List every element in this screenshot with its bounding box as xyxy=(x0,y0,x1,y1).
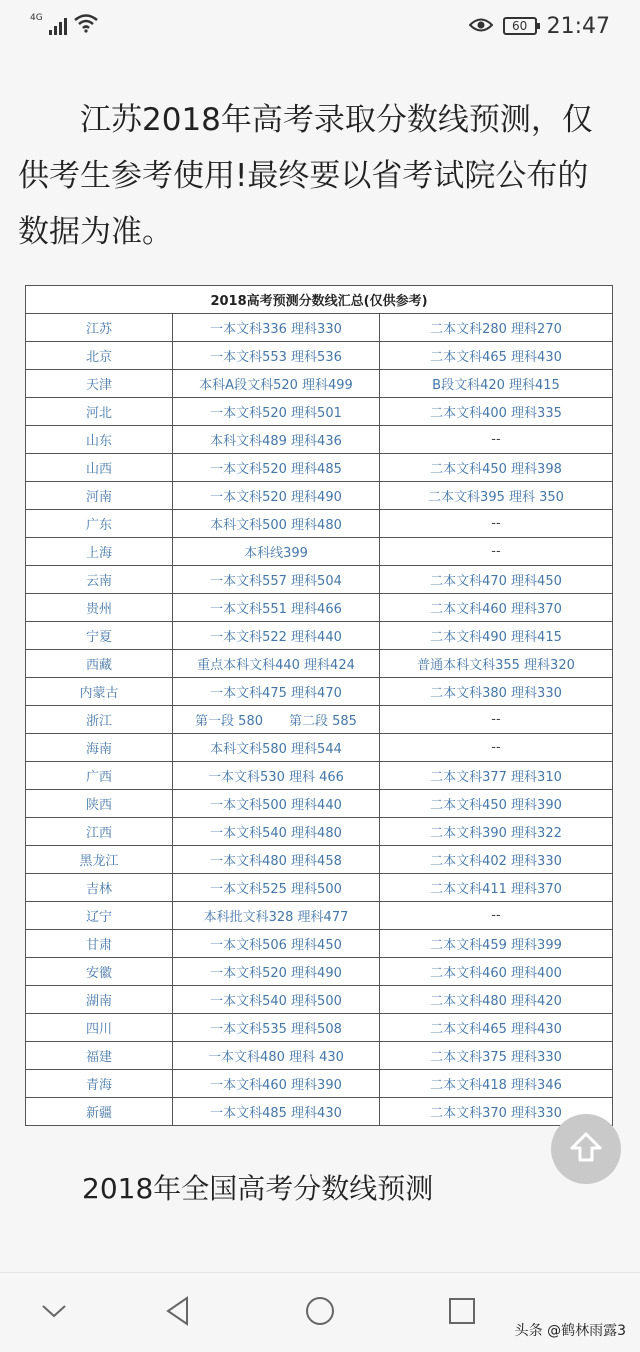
province-cell: 海南 xyxy=(26,734,173,762)
tier1-score-cell: 一本文科520 理科485 xyxy=(173,454,380,482)
table-body xyxy=(26,314,613,1126)
tier1-score-cell: 一本文科540 理科500 xyxy=(173,986,380,1014)
tier2-score-cell: 二本文科411 理科370 xyxy=(380,874,613,902)
table-row xyxy=(26,846,613,874)
province-cell: 山西 xyxy=(26,454,173,482)
table-row xyxy=(26,790,613,818)
tier1-score-cell: 一本文科551 理科466 xyxy=(173,594,380,622)
tier1-score-cell: 一本文科520 理科490 xyxy=(173,482,380,510)
tier2-score-cell: 二本文科460 理科370 xyxy=(380,594,613,622)
tier2-score-cell: 二本文科400 理科335 xyxy=(380,398,613,426)
province-cell: 上海 xyxy=(26,538,173,566)
tier1-score-cell: 一本文科506 理科450 xyxy=(173,930,380,958)
province-cell: 湖南 xyxy=(26,986,173,1014)
tier2-score-cell: -- xyxy=(380,734,613,762)
battery-icon xyxy=(503,17,537,35)
score-table xyxy=(25,285,613,1126)
table-row xyxy=(26,706,613,734)
table-row xyxy=(26,986,613,1014)
tier2-score-cell: -- xyxy=(380,426,613,454)
chevron-down-icon xyxy=(41,1303,67,1323)
province-cell: 新疆 xyxy=(26,1098,173,1126)
network-type: 4G xyxy=(30,13,43,23)
table-row xyxy=(26,874,613,902)
tier1-score-cell: 一本文科522 理科440 xyxy=(173,622,380,650)
table-row xyxy=(26,538,613,566)
province-cell: 陕西 xyxy=(26,790,173,818)
tier1-score-cell: 一本文科530 理科 466 xyxy=(173,762,380,790)
province-cell: 北京 xyxy=(26,342,173,370)
nav-recent-button[interactable] xyxy=(442,1293,482,1333)
tier2-score-cell: 二本文科280 理科270 xyxy=(380,314,613,342)
tier1-score-cell: 一本文科336 理科330 xyxy=(173,314,380,342)
tier2-score-cell: -- xyxy=(380,510,613,538)
province-cell: 河南 xyxy=(26,482,173,510)
province-cell: 山东 xyxy=(26,426,173,454)
tier2-score-cell: 二本文科470 理科450 xyxy=(380,566,613,594)
tier1-score-cell: 本科A段文科520 理科499 xyxy=(173,370,380,398)
status-left xyxy=(30,13,99,39)
circle-home-icon xyxy=(305,1296,335,1330)
tier1-score-cell: 一本文科520 理科490 xyxy=(173,958,380,986)
intro-paragraph: 江苏2018年高考录取分数线预测，仅供考生参考使用!最终要以省考试院公布的数据为准。 xyxy=(18,102,593,250)
tier2-score-cell: 二本文科370 理科330 xyxy=(380,1098,613,1126)
table-row xyxy=(26,1014,613,1042)
province-cell: 安徽 xyxy=(26,958,173,986)
tier2-score-cell: 二本文科377 理科310 xyxy=(380,762,613,790)
province-cell: 吉林 xyxy=(26,874,173,902)
clock: 21:47 xyxy=(546,13,610,39)
tier2-score-cell: 二本文科418 理科346 xyxy=(380,1070,613,1098)
tier1-score-cell: 一本文科460 理科390 xyxy=(173,1070,380,1098)
tier2-score-cell: 二本文科402 理科330 xyxy=(380,846,613,874)
province-cell: 宁夏 xyxy=(26,622,173,650)
tier2-score-cell: 二本文科490 理科415 xyxy=(380,622,613,650)
article-content xyxy=(0,52,640,1272)
tier1-score-cell: 一本文科485 理科430 xyxy=(173,1098,380,1126)
tier1-score-cell: 一本文科553 理科536 xyxy=(173,342,380,370)
table-title: 2018高考预测分数线汇总(仅供参考) xyxy=(26,286,613,314)
table-row xyxy=(26,930,613,958)
tier2-score-cell: 二本文科460 理科400 xyxy=(380,958,613,986)
nav-home-button[interactable] xyxy=(300,1293,340,1333)
province-cell: 天津 xyxy=(26,370,173,398)
tier1-score-cell: 一本文科500 理科440 xyxy=(173,790,380,818)
tier1-score-cell: 一本文科520 理科501 xyxy=(173,398,380,426)
tier2-score-cell: 二本文科465 理科430 xyxy=(380,1014,613,1042)
tier1-score-cell: 本科文科580 理科544 xyxy=(173,734,380,762)
tier1-score-cell: 一本文科480 理科 430 xyxy=(173,1042,380,1070)
tier2-score-cell: B段文科420 理科415 xyxy=(380,370,613,398)
table-row xyxy=(26,426,613,454)
table-row xyxy=(26,678,613,706)
table-row xyxy=(26,314,613,342)
status-bar xyxy=(0,0,640,52)
wifi-icon xyxy=(73,13,99,39)
tier1-score-cell: 一本文科535 理科508 xyxy=(173,1014,380,1042)
tier1-score-cell: 一本文科540 理科480 xyxy=(173,818,380,846)
tier2-score-cell: 二本文科450 理科398 xyxy=(380,454,613,482)
scroll-top-button[interactable] xyxy=(551,1114,621,1184)
eye-comfort-icon xyxy=(469,14,493,39)
nav-collapse-button[interactable] xyxy=(34,1293,74,1333)
tier2-score-cell: -- xyxy=(380,706,613,734)
tier1-score-cell: 第一段 580 第二段 585 xyxy=(173,706,380,734)
tier2-score-cell: 二本文科480 理科420 xyxy=(380,986,613,1014)
table-row xyxy=(26,958,613,986)
table-row xyxy=(26,734,613,762)
score-table-container xyxy=(25,285,613,1126)
watermark: 头条 @鹤林雨露3 xyxy=(514,1323,626,1339)
table-row xyxy=(26,510,613,538)
tier1-score-cell: 一本文科557 理科504 xyxy=(173,566,380,594)
tier2-score-cell: 二本文科465 理科430 xyxy=(380,342,613,370)
table-row xyxy=(26,1042,613,1070)
province-cell: 河北 xyxy=(26,398,173,426)
tier2-score-cell: 二本文科390 理科322 xyxy=(380,818,613,846)
tier2-score-cell: -- xyxy=(380,902,613,930)
table-row xyxy=(26,762,613,790)
table-row xyxy=(26,482,613,510)
table-row xyxy=(26,650,613,678)
tier1-score-cell: 重点本科文科440 理科424 xyxy=(173,650,380,678)
province-cell: 贵州 xyxy=(26,594,173,622)
triangle-back-icon xyxy=(165,1296,191,1330)
tier2-score-cell: 二本文科380 理科330 xyxy=(380,678,613,706)
table-row xyxy=(26,902,613,930)
province-cell: 甘肃 xyxy=(26,930,173,958)
table-row xyxy=(26,1070,613,1098)
tier2-score-cell: 普通本科文科355 理科320 xyxy=(380,650,613,678)
tier1-score-cell: 本科文科489 理科436 xyxy=(173,426,380,454)
table-row xyxy=(26,1098,613,1126)
tier1-score-cell: 本科批文科328 理科477 xyxy=(173,902,380,930)
tier1-score-cell: 一本文科475 理科470 xyxy=(173,678,380,706)
province-cell: 云南 xyxy=(26,566,173,594)
province-cell: 黑龙江 xyxy=(26,846,173,874)
province-cell: 福建 xyxy=(26,1042,173,1070)
tier1-score-cell: 一本文科480 理科458 xyxy=(173,846,380,874)
table-row xyxy=(26,454,613,482)
province-cell: 江西 xyxy=(26,818,173,846)
province-cell: 内蒙古 xyxy=(26,678,173,706)
nav-back-button[interactable] xyxy=(158,1293,198,1333)
navigation-bar xyxy=(0,1272,640,1352)
tier2-score-cell: -- xyxy=(380,538,613,566)
table-row xyxy=(26,398,613,426)
tier2-score-cell: 二本文科450 理科390 xyxy=(380,790,613,818)
status-right xyxy=(469,14,610,39)
table-row xyxy=(26,370,613,398)
province-cell: 浙江 xyxy=(26,706,173,734)
province-cell: 江苏 xyxy=(26,314,173,342)
tier2-score-cell: 二本文科459 理科399 xyxy=(380,930,613,958)
province-cell: 广西 xyxy=(26,762,173,790)
tier1-score-cell: 一本文科525 理科500 xyxy=(173,874,380,902)
tier1-score-cell: 本科文科500 理科480 xyxy=(173,510,380,538)
province-cell: 广东 xyxy=(26,510,173,538)
province-cell: 青海 xyxy=(26,1070,173,1098)
province-cell: 辽宁 xyxy=(26,902,173,930)
signal-icon xyxy=(49,17,67,35)
table-row xyxy=(26,594,613,622)
battery-level: 60 xyxy=(511,19,528,33)
table-row xyxy=(26,818,613,846)
tier2-score-cell: 二本文科375 理科330 xyxy=(380,1042,613,1070)
table-row xyxy=(26,342,613,370)
tier1-score-cell: 本科线399 xyxy=(173,538,380,566)
table-row xyxy=(26,622,613,650)
table-row xyxy=(26,566,613,594)
section-title: 2018年全国高考分数线预测 xyxy=(82,1172,434,1205)
province-cell: 四川 xyxy=(26,1014,173,1042)
arrow-up-icon xyxy=(569,1130,603,1168)
square-recent-icon xyxy=(448,1297,476,1329)
tier2-score-cell: 二本文科395 理科 350 xyxy=(380,482,613,510)
province-cell: 西藏 xyxy=(26,650,173,678)
